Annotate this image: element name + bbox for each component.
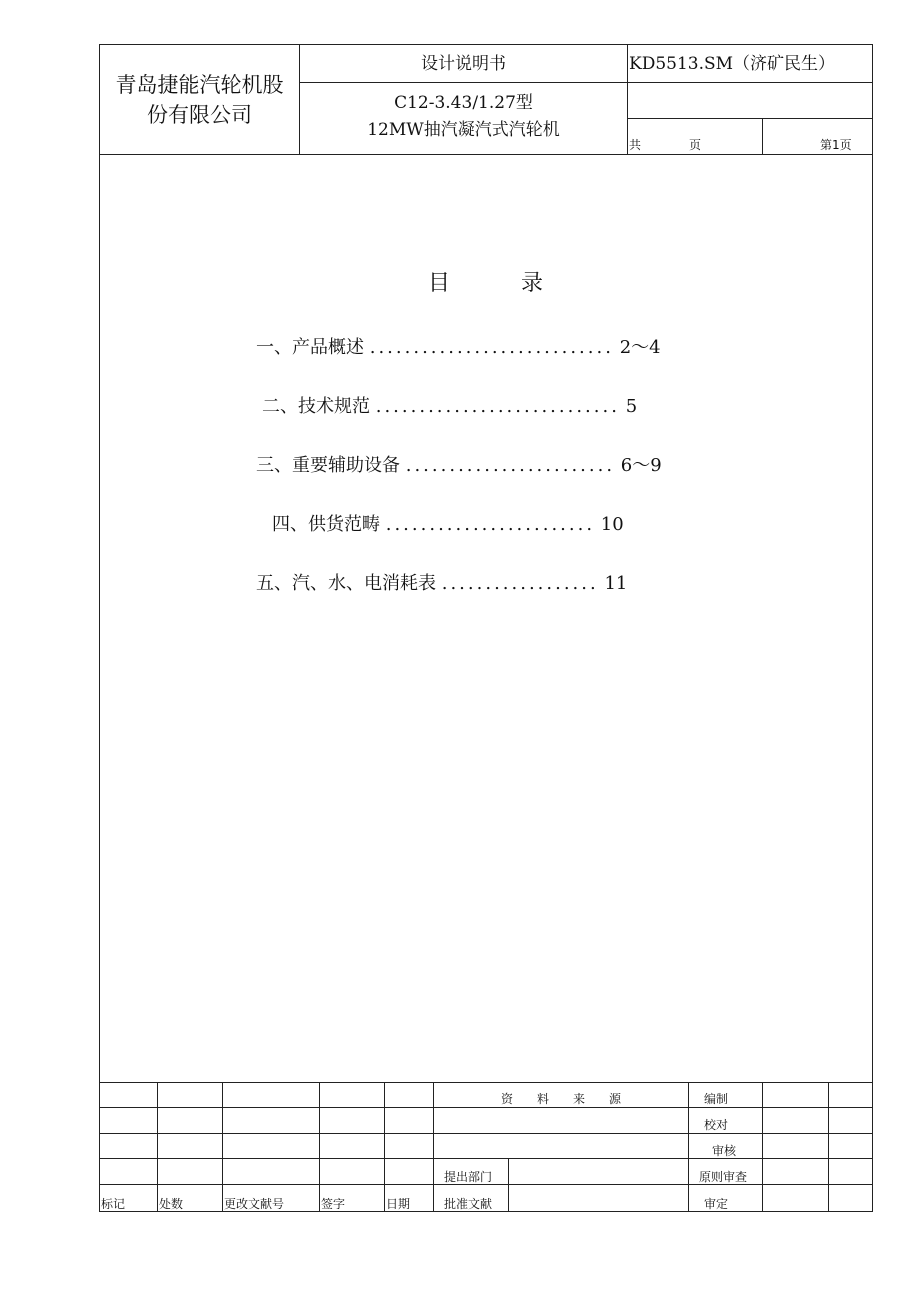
toc-leader-dots: ..................: [441, 573, 599, 594]
doc-type: 设计说明书: [421, 54, 506, 74]
company-name-line2: 份有限公司: [147, 103, 252, 127]
col-label-signature: 签字: [321, 1197, 346, 1211]
toc-entry[interactable]: [256, 451, 662, 477]
role-principle-review: 原则审查: [699, 1170, 748, 1184]
total-pages-label-a: 共: [629, 138, 642, 152]
col-label-date: 日期: [386, 1197, 411, 1211]
toc-entry-page: 5: [625, 396, 638, 417]
role-approve: 审定: [704, 1197, 729, 1211]
toc-entry-label: 五、汽、水、电消耗表: [256, 573, 436, 594]
toc-entry-label: 三、重要辅助设备: [256, 455, 400, 476]
toc-entry[interactable]: [256, 569, 627, 595]
toc-entry-page: 10: [600, 514, 624, 535]
toc-entry-page: 2～4: [619, 337, 661, 358]
role-review: 审核: [712, 1144, 737, 1158]
source-label: 资 料 来 源: [500, 1092, 621, 1106]
toc-entry[interactable]: [256, 333, 661, 359]
col-label-mark: 标记: [101, 1197, 126, 1211]
approval-doc-label: 批准文献: [444, 1197, 493, 1211]
toc-leader-dots: ........................: [385, 514, 596, 535]
page-number: 第1页: [820, 138, 852, 152]
total-pages-label-b: 页: [689, 138, 702, 152]
toc-entry[interactable]: [262, 392, 637, 418]
toc-leader-dots: ............................: [369, 337, 614, 358]
model-line1: C12-3.43/1.27型: [394, 93, 533, 113]
model-line2: 12MW抽汽凝汽式汽轮机: [367, 120, 560, 140]
toc-leader-dots: ........................: [405, 455, 616, 476]
toc-entry-label: 一、产品概述: [256, 337, 364, 358]
toc-entry-label: 二、技术规范: [262, 396, 370, 417]
toc-entry-page: 6～9: [620, 455, 662, 476]
toc-entry[interactable]: [272, 510, 624, 536]
company-name-line1: 青岛捷能汽轮机股: [115, 73, 284, 97]
dept-label: 提出部门: [444, 1170, 493, 1184]
company-name: [100, 70, 299, 130]
toc-entry-page: 11: [604, 573, 628, 594]
col-label-count: 处数: [159, 1197, 184, 1211]
col-label-change-doc: 更改文献号: [224, 1197, 285, 1211]
toc-leader-dots: ............................: [375, 396, 620, 417]
toc-title-char2: 录: [521, 271, 544, 296]
role-compile: 编制: [704, 1092, 729, 1106]
doc-code: KD5513.SM（济矿民生）: [629, 54, 836, 74]
toc-title-char1: 目: [428, 271, 451, 296]
role-proofread: 校对: [704, 1118, 729, 1132]
toc-entry-label: 四、供货范畴: [272, 514, 380, 535]
